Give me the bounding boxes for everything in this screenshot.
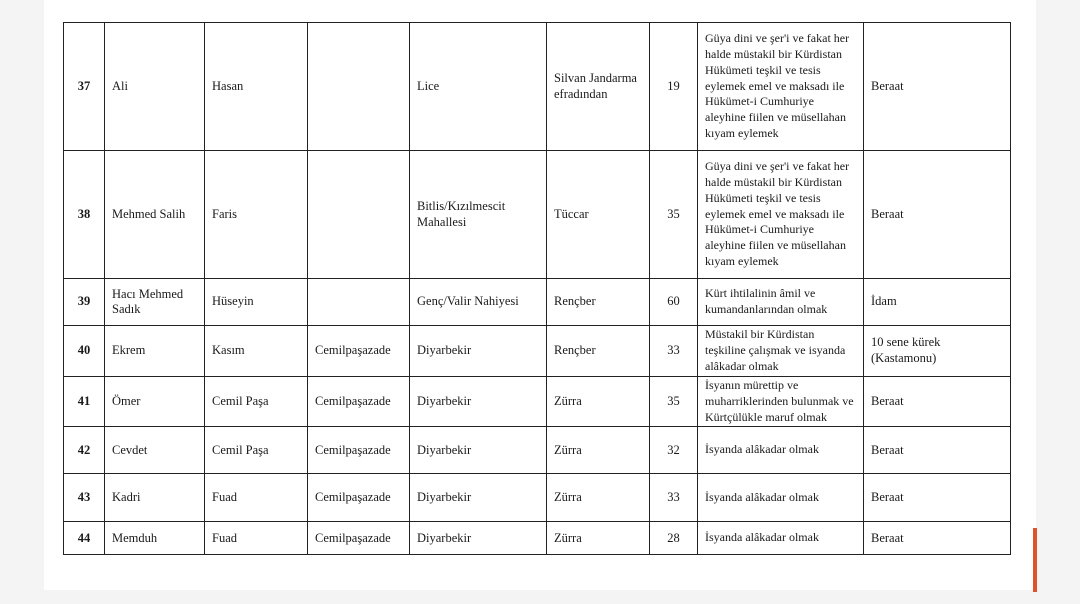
name-cell: Memduh <box>105 522 205 555</box>
place-cell: Lice <box>410 23 547 151</box>
name-cell: Kadri <box>105 474 205 522</box>
row-number: 43 <box>64 474 105 522</box>
table-row <box>64 474 1011 522</box>
name-cell: Mehmed Salih <box>105 151 205 279</box>
occupation-cell: Zürra <box>547 522 650 555</box>
table-row <box>64 522 1011 555</box>
name-cell: Ali <box>105 23 205 151</box>
family-cell: Cemilpaşazade <box>308 326 410 377</box>
age-cell: 19 <box>650 23 698 151</box>
table-row <box>64 151 1011 279</box>
accent-bar <box>1033 528 1037 592</box>
place-cell: Diyarbekir <box>410 427 547 474</box>
row-number: 39 <box>64 279 105 326</box>
family-cell: Cemilpaşazade <box>308 427 410 474</box>
charge-cell: Kürt ihtilalinin âmil ve kumandanlarından olmak <box>698 279 864 326</box>
occupation-cell: Rençber <box>547 326 650 377</box>
occupation-cell: Zürra <box>547 474 650 522</box>
family-cell <box>308 279 410 326</box>
charge-cell: Müstakil bir Kürdistan teşkiline çalışmak ve isyanda alâkadar olmak <box>698 326 864 377</box>
place-cell: Diyarbekir <box>410 474 547 522</box>
father-name-cell: Kasım <box>205 326 308 377</box>
place-cell: Diyarbekir <box>410 522 547 555</box>
age-cell: 35 <box>650 151 698 279</box>
occupation-cell: Silvan Jandarma efradından <box>547 23 650 151</box>
age-cell: 35 <box>650 376 698 427</box>
age-cell: 32 <box>650 427 698 474</box>
father-name-cell: Cemil Paşa <box>205 376 308 427</box>
table-row <box>64 326 1011 377</box>
verdict-cell: Beraat <box>864 474 1011 522</box>
verdict-cell: Beraat <box>864 23 1011 151</box>
verdict-cell: 10 sene kürek (Kastamonu) <box>864 326 1011 377</box>
family-cell <box>308 23 410 151</box>
verdict-cell: İdam <box>864 279 1011 326</box>
verdict-cell: Beraat <box>864 427 1011 474</box>
table-row <box>64 279 1011 326</box>
father-name-cell: Fuad <box>205 474 308 522</box>
father-name-cell: Cemil Paşa <box>205 427 308 474</box>
place-cell: Bitlis/Kızılmescit Mahallesi <box>410 151 547 279</box>
table-row <box>64 427 1011 474</box>
charge-cell: İsyanda alâkadar olmak <box>698 474 864 522</box>
charge-cell: İsyanın mürettip ve muharriklerinden bulunmak ve Kürtçülükle maruf olmak <box>698 376 864 427</box>
verdict-cell: Beraat <box>864 522 1011 555</box>
place-cell: Diyarbekir <box>410 326 547 377</box>
father-name-cell: Hasan <box>205 23 308 151</box>
occupation-cell: Tüccar <box>547 151 650 279</box>
father-name-cell: Fuad <box>205 522 308 555</box>
family-cell: Cemilpaşazade <box>308 376 410 427</box>
row-number: 42 <box>64 427 105 474</box>
name-cell: Hacı Mehmed Sadık <box>105 279 205 326</box>
age-cell: 33 <box>650 474 698 522</box>
verdict-cell: Beraat <box>864 376 1011 427</box>
occupation-cell: Zürra <box>547 376 650 427</box>
charge-cell: İsyanda alâkadar olmak <box>698 427 864 474</box>
table-row <box>64 23 1011 151</box>
occupation-cell: Zürra <box>547 427 650 474</box>
row-number: 40 <box>64 326 105 377</box>
age-cell: 28 <box>650 522 698 555</box>
family-cell: Cemilpaşazade <box>308 522 410 555</box>
table-row <box>64 376 1011 427</box>
name-cell: Cevdet <box>105 427 205 474</box>
father-name-cell: Hüseyin <box>205 279 308 326</box>
place-cell: Genç/Valir Nahiyesi <box>410 279 547 326</box>
row-number: 41 <box>64 376 105 427</box>
charge-cell: Güya dini ve şer'i ve fakat her halde müstakil bir Kürdistan Hükümeti teşkil ve tesis eylemek emel ve maksadı ile Hükümet-i Cumhuriye aleyhine fiilen ve müsellahan kıyam eylemek <box>698 23 864 151</box>
verdict-cell: Beraat <box>864 151 1011 279</box>
age-cell: 33 <box>650 326 698 377</box>
row-number: 38 <box>64 151 105 279</box>
name-cell: Ömer <box>105 376 205 427</box>
age-cell: 60 <box>650 279 698 326</box>
family-cell <box>308 151 410 279</box>
family-cell: Cemilpaşazade <box>308 474 410 522</box>
row-number: 37 <box>64 23 105 151</box>
place-cell: Diyarbekir <box>410 376 547 427</box>
father-name-cell: Faris <box>205 151 308 279</box>
defendants-table <box>63 22 1011 555</box>
occupation-cell: Rençber <box>547 279 650 326</box>
charge-cell: İsyanda alâkadar olmak <box>698 522 864 555</box>
name-cell: Ekrem <box>105 326 205 377</box>
charge-cell: Güya dini ve şer'i ve fakat her halde müstakil bir Kürdistan Hükümeti teşkil ve tesis eylemek emel ve maksadı ile Hükümet-i Cumhuriye aleyhine fiilen ve müsellahan kıyam eylemek <box>698 151 864 279</box>
row-number: 44 <box>64 522 105 555</box>
